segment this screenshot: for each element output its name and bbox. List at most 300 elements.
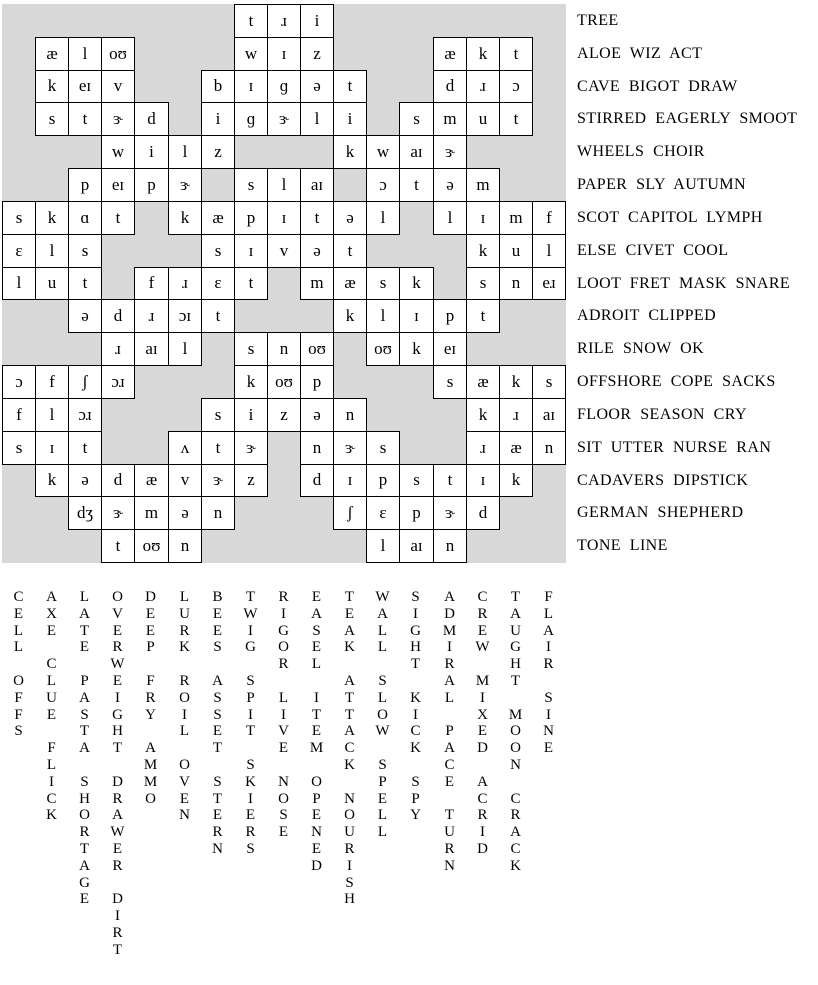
down-clue-letter: S bbox=[378, 756, 387, 773]
grid-cell-r12-c15[interactable] bbox=[499, 398, 533, 432]
down-clue-letter: G bbox=[245, 639, 256, 656]
grid-cell-r3-c3[interactable] bbox=[101, 102, 135, 136]
grid-cell-r8-c2[interactable] bbox=[68, 267, 102, 300]
grid-cell-r6-c2[interactable] bbox=[68, 201, 102, 235]
grid-cell-r10-c5[interactable] bbox=[168, 332, 202, 366]
grid-cell-r6-c5[interactable] bbox=[168, 201, 202, 235]
cell-phoneme: k bbox=[180, 207, 190, 227]
grid-cell-r9-c6[interactable] bbox=[201, 299, 235, 333]
cell-phoneme: s bbox=[379, 273, 387, 292]
grid-cell-r6-c14[interactable] bbox=[466, 201, 500, 235]
cell-phoneme: l bbox=[182, 141, 188, 161]
cell-phoneme: ɪ bbox=[248, 240, 254, 260]
cell-phoneme: k bbox=[478, 43, 488, 63]
cell-phoneme: p bbox=[378, 470, 388, 489]
down-clue-letter: R bbox=[245, 824, 256, 841]
grid-cell-r4-c5[interactable] bbox=[168, 135, 202, 169]
grid-cell-r2-c10[interactable] bbox=[333, 70, 367, 103]
down-clue-word-gap bbox=[366, 656, 399, 673]
down-clue-letter: A bbox=[79, 857, 90, 874]
grid-cell-r8-c12[interactable] bbox=[399, 267, 434, 300]
down-clue-letter: E bbox=[13, 605, 24, 622]
grid-cell-r14-c12[interactable] bbox=[399, 464, 434, 497]
cell-phoneme: v bbox=[113, 76, 123, 95]
down-clue-word-gap bbox=[35, 723, 68, 740]
cell-phoneme: aɪ bbox=[410, 535, 423, 555]
grid-cell-r7-c2[interactable] bbox=[68, 234, 102, 268]
grid-cell-r15-c12[interactable] bbox=[399, 496, 434, 530]
cell-phoneme: v bbox=[279, 240, 289, 260]
grid-cell-r9-c4[interactable] bbox=[134, 299, 169, 333]
grid-cell-r14-c4[interactable] bbox=[134, 464, 169, 497]
down-clue-letter: F bbox=[544, 589, 553, 605]
down-clue-letter: O bbox=[13, 672, 24, 689]
cell-phoneme: d bbox=[113, 470, 123, 489]
grid-cell-r4-c6[interactable] bbox=[201, 135, 235, 169]
down-clue-word-gap bbox=[201, 656, 234, 673]
grid-cell-r4-c12[interactable] bbox=[399, 135, 434, 169]
grid-cell-r15-c11[interactable] bbox=[366, 496, 400, 530]
grid-cell-r10-c12[interactable] bbox=[399, 332, 434, 366]
grid-cell-r2-c14[interactable] bbox=[466, 70, 500, 103]
cell-phoneme: i bbox=[314, 10, 320, 30]
grid-cell-r13-c7[interactable] bbox=[234, 431, 268, 465]
grid-cell-r12-c10[interactable] bbox=[333, 398, 367, 432]
grid-cell-r5-c8[interactable] bbox=[267, 168, 301, 202]
grid-cell-r2-c8[interactable] bbox=[267, 70, 301, 103]
down-clue-letter: A bbox=[212, 672, 223, 689]
down-clue-letter: C bbox=[510, 840, 521, 857]
down-clue-col-13 bbox=[433, 589, 466, 875]
grid-cell-r8-c1[interactable] bbox=[35, 267, 69, 300]
grid-cell-r12-c0[interactable] bbox=[2, 398, 36, 432]
grid-cell-r0-c7[interactable] bbox=[234, 4, 268, 38]
grid-cell-r14-c3[interactable] bbox=[101, 464, 135, 497]
down-clue-letter: K bbox=[510, 857, 521, 874]
down-clue-letter: I bbox=[347, 857, 352, 874]
grid-cell-r5-c9[interactable] bbox=[300, 168, 334, 202]
grid-cell-r3-c10[interactable] bbox=[333, 102, 367, 136]
grid-cell-r11-c13[interactable] bbox=[433, 365, 467, 399]
grid-cell-r1-c14[interactable] bbox=[466, 37, 500, 71]
grid-cell-r12-c14[interactable] bbox=[466, 398, 500, 432]
grid-cell-r14-c14[interactable] bbox=[466, 464, 500, 497]
grid-cell-r11-c15[interactable] bbox=[499, 365, 533, 399]
grid-cell-r9-c3[interactable] bbox=[101, 299, 135, 333]
grid-cell-r16-c13[interactable] bbox=[433, 529, 467, 563]
grid-cell-r7-c6[interactable] bbox=[201, 234, 235, 268]
down-clue-letter: L bbox=[543, 605, 554, 622]
down-clue-letter: L bbox=[13, 639, 24, 656]
grid-cell-r2-c1[interactable] bbox=[35, 70, 69, 103]
cell-phoneme: u bbox=[478, 108, 488, 128]
down-clue-letter: T bbox=[344, 706, 355, 723]
grid-cell-r15-c4[interactable] bbox=[134, 496, 169, 530]
grid-cell-r13-c6[interactable] bbox=[201, 431, 235, 465]
down-clue-letter: E bbox=[46, 706, 57, 723]
down-clue-letter: L bbox=[46, 756, 57, 773]
grid-cell-r11-c9[interactable] bbox=[300, 365, 334, 399]
grid-cell-r6-c1[interactable] bbox=[35, 201, 69, 235]
grid-cell-r11-c3[interactable] bbox=[101, 365, 135, 399]
grid-cell-r4-c10[interactable] bbox=[333, 135, 367, 169]
grid-cell-r11-c7[interactable] bbox=[234, 365, 268, 399]
grid-cell-r13-c10[interactable] bbox=[333, 431, 367, 465]
grid-cell-r4-c13[interactable] bbox=[433, 135, 467, 169]
grid-cell-r14-c13[interactable] bbox=[433, 464, 467, 497]
grid-cell-r6-c15[interactable] bbox=[499, 201, 533, 235]
grid-cell-r16-c3[interactable] bbox=[101, 529, 135, 563]
grid-cell-r7-c7[interactable] bbox=[234, 234, 268, 268]
down-clue-word-gap bbox=[433, 707, 466, 724]
grid-cell-r7-c15[interactable] bbox=[499, 234, 533, 268]
cell-phoneme: oʊ bbox=[142, 535, 161, 555]
grid-cell-r2-c3[interactable] bbox=[101, 70, 135, 103]
down-clue-letter: L bbox=[377, 639, 388, 656]
cell-phoneme: eɹ bbox=[542, 273, 556, 292]
down-clue-letter: T bbox=[212, 740, 223, 757]
cell-phoneme: s bbox=[214, 404, 222, 424]
grid-cell-r16-c11[interactable] bbox=[366, 529, 400, 563]
grid-cell-r6-c6[interactable] bbox=[201, 201, 235, 235]
down-clue-col-11 bbox=[366, 589, 399, 841]
grid-cell-r6-c3[interactable] bbox=[101, 201, 135, 235]
down-clue-letter: A bbox=[344, 622, 355, 639]
grid-cell-r13-c14[interactable] bbox=[466, 431, 500, 465]
down-clue-letter: I bbox=[413, 706, 418, 723]
grid-cell-r10-c9[interactable] bbox=[300, 332, 334, 366]
down-clue-letter: N bbox=[510, 756, 521, 773]
grid-cell-r12-c8[interactable] bbox=[267, 398, 301, 432]
grid-cell-r5-c5[interactable] bbox=[168, 168, 202, 202]
grid-cell-r16-c12[interactable] bbox=[399, 529, 434, 563]
across-clue-row-13: SIT UTTER NURSE RAN bbox=[577, 438, 772, 456]
grid-cell-r14-c2[interactable] bbox=[68, 464, 102, 497]
grid-cell-r0-c9[interactable] bbox=[300, 4, 334, 38]
grid-cell-r13-c11[interactable] bbox=[366, 431, 400, 465]
grid-cell-r7-c9[interactable] bbox=[300, 234, 334, 268]
grid-cell-r1-c13[interactable] bbox=[433, 37, 467, 71]
cell-phoneme: m bbox=[476, 174, 490, 194]
grid-cell-r4-c11[interactable] bbox=[366, 135, 400, 169]
grid-cell-r1-c3[interactable] bbox=[101, 37, 135, 71]
down-clue-letter: N bbox=[344, 790, 355, 807]
grid-cell-r12-c9[interactable] bbox=[300, 398, 334, 432]
grid-cell-r3-c15[interactable] bbox=[499, 102, 533, 136]
cell-phoneme: n bbox=[511, 273, 521, 292]
grid-cell-r13-c9[interactable] bbox=[300, 431, 334, 465]
down-clue-letter: E bbox=[212, 807, 223, 824]
down-clue-letter: I bbox=[248, 622, 253, 639]
down-clue-letter: C bbox=[477, 589, 488, 605]
down-clue-letter: O bbox=[311, 773, 322, 790]
grid-cell-r6-c16[interactable] bbox=[532, 201, 566, 235]
grid-cell-r6-c7[interactable] bbox=[234, 201, 268, 235]
cell-phoneme: k bbox=[47, 76, 57, 95]
across-clue-row-16: TONE LINE bbox=[577, 536, 668, 554]
grid-cell-r2-c15[interactable] bbox=[499, 70, 533, 103]
grid-cell-r8-c10[interactable] bbox=[333, 267, 367, 300]
down-clue-letter: K bbox=[46, 807, 57, 824]
cell-phoneme: ə bbox=[446, 174, 454, 194]
cell-phoneme: v bbox=[180, 470, 190, 489]
grid-cell-r7-c14[interactable] bbox=[466, 234, 500, 268]
grid-cell-r12-c7[interactable] bbox=[234, 398, 268, 432]
grid-cell-r9-c14[interactable] bbox=[466, 299, 500, 333]
down-clue-letter: S bbox=[246, 840, 255, 857]
down-clue-letter: G bbox=[510, 639, 521, 656]
down-clue-letter: M bbox=[442, 622, 457, 639]
grid-cell-r9-c10[interactable] bbox=[333, 299, 367, 333]
grid-cell-r11-c8[interactable] bbox=[267, 365, 301, 399]
cell-phoneme: t bbox=[82, 273, 88, 292]
grid-cell-r13-c15[interactable] bbox=[499, 431, 533, 465]
grid-cell-r14-c15[interactable] bbox=[499, 464, 533, 497]
grid-cell-r10-c8[interactable] bbox=[267, 332, 301, 366]
cell-phoneme: aɪ bbox=[310, 174, 324, 194]
grid-cell-r14-c11[interactable] bbox=[366, 464, 400, 497]
cell-phoneme: i bbox=[149, 141, 154, 161]
down-clue-letter: A bbox=[46, 589, 57, 605]
grid-cell-r6-c0[interactable] bbox=[2, 201, 36, 235]
grid-cell-r11-c2[interactable] bbox=[68, 365, 102, 399]
down-clue-letter: E bbox=[79, 891, 90, 908]
grid-cell-r1-c8[interactable] bbox=[267, 37, 301, 71]
down-clue-col-14 bbox=[466, 589, 499, 858]
grid-cell-r15-c14[interactable] bbox=[466, 496, 500, 530]
grid-cell-r15-c6[interactable] bbox=[201, 496, 235, 530]
down-clue-letter: K bbox=[179, 639, 190, 656]
grid-cell-r8-c11[interactable] bbox=[366, 267, 400, 300]
cell-phoneme: ɝ bbox=[279, 108, 289, 128]
grid-cell-r2-c9[interactable] bbox=[300, 70, 334, 103]
grid-cell-r15-c5[interactable] bbox=[168, 496, 202, 530]
grid-cell-r3-c2[interactable] bbox=[68, 102, 102, 136]
down-clue-letter: L bbox=[377, 824, 388, 841]
down-clue-letter: R bbox=[179, 622, 190, 639]
down-clue-letter: A bbox=[79, 605, 90, 622]
grid-cell-r15-c2[interactable] bbox=[68, 496, 102, 530]
grid-cell-r3-c7[interactable] bbox=[234, 102, 268, 136]
grid-cell-r3-c13[interactable] bbox=[433, 102, 467, 136]
cell-phoneme: oʊ bbox=[308, 338, 326, 358]
grid-cell-r16-c4[interactable] bbox=[134, 529, 169, 563]
down-clue-letter: R bbox=[510, 807, 521, 824]
grid-cell-r2-c6[interactable] bbox=[201, 70, 235, 103]
down-clue-letter: T bbox=[245, 723, 256, 740]
grid-cell-r13-c2[interactable] bbox=[68, 431, 102, 465]
grid-cell-r8-c9[interactable] bbox=[300, 267, 334, 300]
grid-cell-r14-c6[interactable] bbox=[201, 464, 235, 497]
grid-cell-r8-c5[interactable] bbox=[168, 267, 202, 300]
down-clue-letter: L bbox=[79, 589, 90, 605]
grid-cell-r5-c4[interactable] bbox=[134, 168, 169, 202]
grid-cell-r11-c0[interactable] bbox=[2, 365, 36, 399]
grid-cell-r14-c9[interactable] bbox=[300, 464, 334, 497]
down-clue-letter: S bbox=[411, 773, 420, 790]
grid-cell-r5-c3[interactable] bbox=[101, 168, 135, 202]
down-clue-letter: O bbox=[510, 723, 521, 740]
grid-cell-r7-c8[interactable] bbox=[267, 234, 301, 268]
grid-cell-r8-c4[interactable] bbox=[134, 267, 169, 300]
grid-cell-r8-c7[interactable] bbox=[234, 267, 268, 300]
down-clue-letter: I bbox=[314, 689, 319, 706]
grid-cell-r1-c2[interactable] bbox=[68, 37, 102, 71]
cell-phoneme: æ bbox=[145, 470, 158, 489]
down-clue-letter: I bbox=[413, 605, 418, 622]
grid-cell-r5-c13[interactable] bbox=[433, 168, 467, 202]
grid-cell-r3-c8[interactable] bbox=[267, 102, 301, 136]
grid-cell-r6-c8[interactable] bbox=[267, 201, 301, 235]
cell-phoneme: ə bbox=[313, 76, 321, 95]
down-clue-letter: D bbox=[112, 773, 123, 790]
grid-cell-r10-c3[interactable] bbox=[101, 332, 135, 366]
down-clue-letter: N bbox=[212, 840, 223, 857]
grid-cell-r14-c5[interactable] bbox=[168, 464, 202, 497]
grid-cell-r8-c16[interactable] bbox=[532, 267, 566, 300]
down-clue-letter: D bbox=[477, 740, 488, 757]
grid-cell-r3-c9[interactable] bbox=[300, 102, 334, 136]
grid-cell-r6-c9[interactable] bbox=[300, 201, 334, 235]
grid-cell-r8-c15[interactable] bbox=[499, 267, 533, 300]
grid-cell-r2-c7[interactable] bbox=[234, 70, 268, 103]
grid-cell-r14-c10[interactable] bbox=[333, 464, 367, 497]
grid-cell-r3-c12[interactable] bbox=[399, 102, 434, 136]
cell-phoneme: l bbox=[447, 207, 453, 227]
grid-cell-r13-c1[interactable] bbox=[35, 431, 69, 465]
grid-cell-r10-c7[interactable] bbox=[234, 332, 268, 366]
cell-phoneme: ə bbox=[81, 470, 89, 489]
grid-cell-r7-c1[interactable] bbox=[35, 234, 69, 268]
grid-cell-r13-c16[interactable] bbox=[532, 431, 566, 465]
down-clue-letter: L bbox=[179, 589, 190, 605]
grid-cell-r9-c11[interactable] bbox=[366, 299, 400, 333]
grid-cell-r12-c1[interactable] bbox=[35, 398, 69, 432]
grid-cell-r9-c5[interactable] bbox=[168, 299, 202, 333]
down-clue-word-gap bbox=[267, 673, 300, 690]
grid-cell-r9-c13[interactable] bbox=[433, 299, 467, 333]
grid-cell-r13-c0[interactable] bbox=[2, 431, 36, 465]
down-clue-letter: O bbox=[145, 790, 156, 807]
down-clue-word-gap bbox=[499, 774, 532, 791]
down-clue-word-gap bbox=[300, 673, 333, 690]
grid-cell-r8-c6[interactable] bbox=[201, 267, 235, 300]
down-clue-letter: T bbox=[410, 656, 421, 673]
grid-cell-r10-c4[interactable] bbox=[134, 332, 169, 366]
across-clue-row-10: RILE SNOW OK bbox=[577, 339, 705, 357]
grid-cell-r11-c14[interactable] bbox=[466, 365, 500, 399]
grid-cell-r2-c13[interactable] bbox=[433, 70, 467, 103]
down-clue-letter: A bbox=[444, 672, 455, 689]
cell-phoneme: n bbox=[544, 437, 554, 457]
down-clue-letter: R bbox=[179, 672, 190, 689]
down-clue-col-0 bbox=[2, 589, 35, 740]
grid-cell-r10-c13[interactable] bbox=[433, 332, 467, 366]
grid-cell-r5-c7[interactable] bbox=[234, 168, 268, 202]
grid-cell-r1-c7[interactable] bbox=[234, 37, 268, 71]
grid-cell-r5-c12[interactable] bbox=[399, 168, 434, 202]
grid-cell-r5-c14[interactable] bbox=[466, 168, 500, 202]
cell-phoneme: aɪ bbox=[145, 338, 158, 358]
grid-cell-r2-c2[interactable] bbox=[68, 70, 102, 103]
down-clue-letter: E bbox=[377, 790, 388, 807]
grid-cell-r14-c7[interactable] bbox=[234, 464, 268, 497]
down-clue-letter: G bbox=[79, 874, 90, 891]
grid-cell-r3-c4[interactable] bbox=[134, 102, 169, 136]
cell-phoneme: t bbox=[347, 76, 353, 95]
down-clue-letter: R bbox=[79, 824, 90, 841]
down-clue-word-gap bbox=[134, 656, 167, 673]
grid-cell-r6-c13[interactable] bbox=[433, 201, 467, 235]
down-clue-letter: D bbox=[477, 840, 488, 857]
grid-cell-r8-c14[interactable] bbox=[466, 267, 500, 300]
cell-phoneme: l bbox=[182, 338, 188, 358]
grid-cell-r12-c6[interactable] bbox=[201, 398, 235, 432]
grid-cell-r3-c6[interactable] bbox=[201, 102, 235, 136]
grid-cell-r1-c1[interactable] bbox=[35, 37, 69, 71]
grid-cell-r3-c1[interactable] bbox=[35, 102, 69, 136]
grid-cell-r7-c0[interactable] bbox=[2, 234, 36, 268]
down-clue-letter: C bbox=[444, 756, 455, 773]
across-clue-row-11: OFFSHORE COPE SACKS bbox=[577, 372, 776, 390]
down-clue-word-gap bbox=[234, 740, 267, 757]
grid-cell-r12-c16[interactable] bbox=[532, 398, 566, 432]
grid-cell-r16-c5[interactable] bbox=[168, 529, 202, 563]
grid-cell-r7-c16[interactable] bbox=[532, 234, 566, 268]
across-clue-row-6: SCOT CAPITOL LYMPH bbox=[577, 208, 763, 226]
down-clue-letter: L bbox=[444, 689, 455, 706]
down-clue-word-gap bbox=[300, 757, 333, 774]
cell-phoneme: k bbox=[47, 207, 57, 227]
down-clue-col-12 bbox=[399, 589, 432, 824]
grid-cell-r6-c11[interactable] bbox=[366, 201, 400, 235]
cell-phoneme: ɪ bbox=[347, 470, 353, 489]
down-clue-letter: X bbox=[46, 605, 57, 622]
cell-phoneme: l bbox=[380, 535, 386, 555]
grid-cell-r8-c0[interactable] bbox=[2, 267, 36, 300]
down-clue-letter: I bbox=[49, 773, 54, 790]
grid-cell-r9-c12[interactable] bbox=[399, 299, 434, 333]
grid-cell-r1-c9[interactable] bbox=[300, 37, 334, 71]
grid-cell-r4-c3[interactable] bbox=[101, 135, 135, 169]
grid-cell-r5-c2[interactable] bbox=[68, 168, 102, 202]
down-clue-letter: U bbox=[444, 824, 455, 841]
down-clue-letter: S bbox=[80, 773, 89, 790]
grid-cell-r15-c10[interactable] bbox=[333, 496, 367, 530]
grid-cell-r4-c4[interactable] bbox=[134, 135, 169, 169]
down-clue-letter: R bbox=[212, 824, 223, 841]
grid-cell-r3-c14[interactable] bbox=[466, 102, 500, 136]
grid-cell-r11-c16[interactable] bbox=[532, 365, 566, 399]
across-clue-row-3: STIRRED EAGERLY SMOOT bbox=[577, 109, 798, 127]
grid-cell-r9-c2[interactable] bbox=[68, 299, 102, 333]
cell-phoneme: ɝ bbox=[180, 174, 190, 194]
grid-cell-r5-c11[interactable] bbox=[366, 168, 400, 202]
grid-cell-r14-c1[interactable] bbox=[35, 464, 69, 497]
grid-cell-r6-c10[interactable] bbox=[333, 201, 367, 235]
down-clue-letter: S bbox=[80, 706, 89, 723]
grid-cell-r10-c11[interactable] bbox=[366, 332, 400, 366]
grid-cell-r1-c15[interactable] bbox=[499, 37, 533, 71]
grid-cell-r15-c3[interactable] bbox=[101, 496, 135, 530]
grid-cell-r7-c10[interactable] bbox=[333, 234, 367, 268]
grid-cell-r12-c2[interactable] bbox=[68, 398, 102, 432]
grid-cell-r13-c5[interactable] bbox=[168, 431, 202, 465]
grid-cell-r11-c1[interactable] bbox=[35, 365, 69, 399]
grid-cell-r15-c13[interactable] bbox=[433, 496, 467, 530]
grid-cell-r0-c8[interactable] bbox=[267, 4, 301, 38]
cell-phoneme: ɹ bbox=[480, 76, 486, 95]
